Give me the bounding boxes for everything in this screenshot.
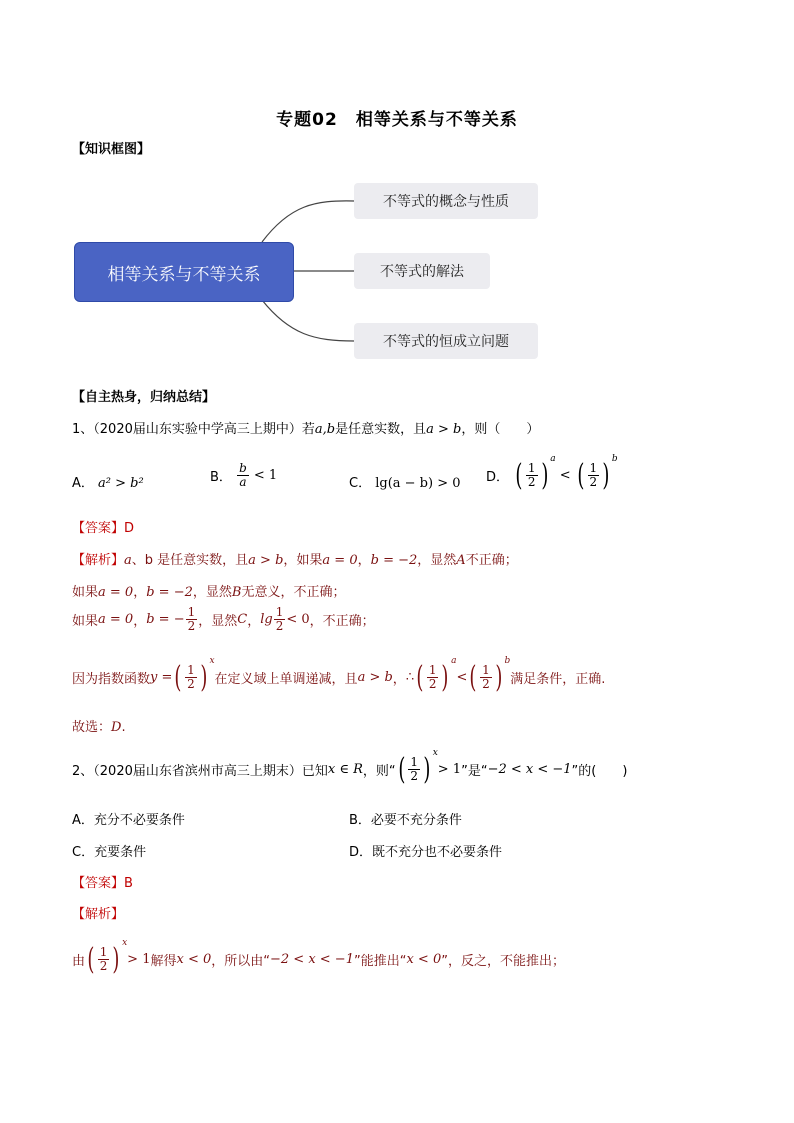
q2-analysis-line: 由( $\frac{1}{2}$ ) $^x$> 1解得x < 0，所以由“−2 < x < −1”能推出“x < 0”，反之，不能推出； [72,938,565,977]
q1-option-b: B． $\frac{b}{a}$ < 1 [210,461,278,489]
q2-option-b: B．必要不充分条件 [349,813,462,828]
q2-option-d: D．既不充分也不必要条件 [349,845,503,860]
q1-stem: 1、（2020届山东实验中学高三上期中）若a,b是任意实数，且a > b，则（ ） [72,422,540,437]
mindmap-branch-solving: 不等式的解法 [354,253,490,289]
q1-conclusion: 故选：D. [72,720,126,735]
q2-analysis-label: 【解析】 [72,907,125,922]
q1-analysis-line-1: 【解析】a、b 是任意实数，且a > b，如果a = 0，b = −2，显然A不正确； [72,553,518,568]
q2-option-c: C．充要条件 [72,845,147,860]
page-title: 专题02 相等关系与不等关系 [276,110,518,130]
q1-analysis-line-2: 如果a = 0，b = −2，显然B无意义，不正确； [72,585,346,600]
q2-stem: 2、（2020届山东省滨州市高三上期末）已知x ∈ R，则“( $\frac{1}{2}$ ) $^x$> 1”是“−2 < x < −1”的( ) [72,748,628,787]
q1-option-c: C． lg(a − b) > 0 [349,476,461,491]
section-heading-warmup: 【自主热身，归纳总结】 [72,390,216,405]
mindmap-center-node: 相等关系与不等关系 [74,242,294,302]
q1-answer: 【答案】D [72,521,135,536]
q1-option-d: D． ( $\frac{1}{2}$ ) $^a$ < ( $\frac{1}{2}$ ) $^b$ [486,454,618,493]
q1-option-a: A． a² > b² [72,476,144,491]
q1-analysis-line-3: 如果a = 0，b = − $\frac{1}{2}$ ，显然C，lg $\frac{1}{2}$ < 0，不正确； [72,605,375,633]
q2-option-a: A．充分不必要条件 [72,813,185,828]
q2-answer: 【答案】B [72,876,133,891]
q1-analysis-line-4: 因为指数函数y =( $\frac{1}{2}$ ) $^x$在定义域上单调递减，且a > b，∴( $\frac{1}{2}$ ) $^a$<( $\frac{1}{2}$ ) $^b$满足条件，正确. [72,656,606,695]
mindmap-branch-concept: 不等式的概念与性质 [354,183,538,219]
section-heading-framework: 【知识框图】 [72,142,151,157]
mindmap-branch-constant: 不等式的恒成立问题 [354,323,538,359]
